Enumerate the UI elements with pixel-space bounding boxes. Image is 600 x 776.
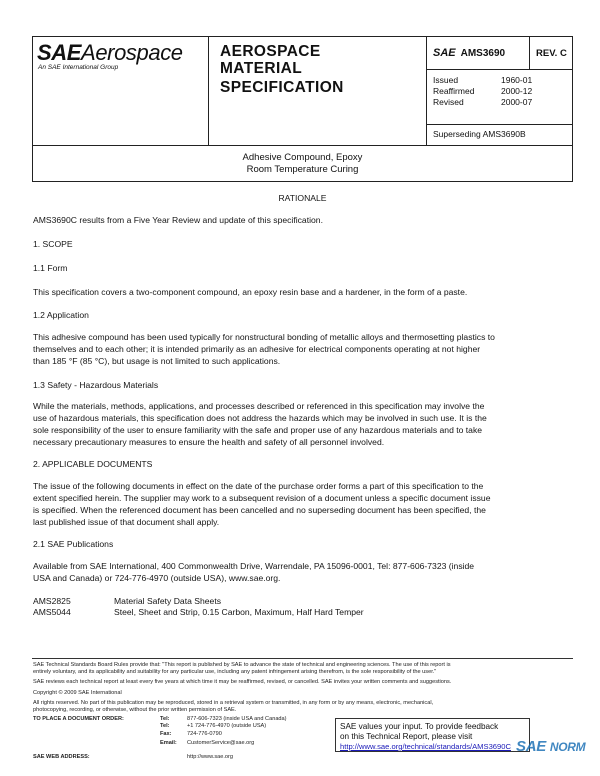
superseding-cell bbox=[427, 125, 572, 145]
contact-value: +1 724-776-4970 (outside USA) bbox=[187, 723, 267, 729]
spec-number: AMS3690 bbox=[460, 48, 506, 59]
date-label: Issued bbox=[433, 75, 459, 85]
section-1-3-line: sole responsibility of the user to ensure familiarity with the safe and proper use of any hazardous materials and to take bbox=[33, 425, 483, 435]
contact-value: 877-606-7323 (inside USA and Canada) bbox=[187, 716, 287, 722]
feedback-line-2: on this Technical Report, please visit bbox=[340, 732, 473, 741]
copyright: Copyright © 2009 SAE International bbox=[33, 690, 122, 696]
section-2-1-line: Available from SAE International, 400 Commonwealth Drive, Warrendale, PA 15096-0001, Tel: 877-606-7323 (inside bbox=[33, 561, 475, 571]
web-address-link[interactable]: http://www.sae.org bbox=[187, 754, 234, 760]
header-table bbox=[32, 36, 573, 146]
section-2-line: is specified. When the referenced document has been cancelled and no superseding document has been specified, the bbox=[33, 505, 486, 515]
rationale-text: AMS3690C results from a Five Year Review and update of this specification. bbox=[33, 215, 323, 225]
date-value: 2000-12 bbox=[501, 86, 533, 96]
logo-tagline: An SAE International Group bbox=[38, 64, 119, 71]
order-label: TO PLACE A DOCUMENT ORDER: bbox=[33, 716, 124, 722]
section-1-2-heading: 1.2 Application bbox=[33, 310, 89, 320]
section-1-2-line: than 185 °F (85 °C), but usage is not limited to such applications. bbox=[33, 356, 281, 366]
contact-label: Fax: bbox=[160, 731, 172, 737]
section-1-3-heading: 1.3 Safety - Hazardous Materials bbox=[33, 380, 159, 390]
sae-norm-watermark bbox=[516, 738, 585, 755]
section-2-line: last published issue of that document shall apply. bbox=[33, 517, 220, 527]
feedback-box bbox=[335, 718, 530, 752]
footer-line: All rights reserved. No part of this publication may be reproduced, stored in a retrieval system or transmitted, in any form or by any means, electronic, mechanical, bbox=[33, 700, 434, 706]
spec-number-cell bbox=[427, 37, 530, 70]
date-label: Reaffirmed bbox=[433, 86, 475, 96]
footer-line: SAE reviews each technical report at least every five years at which time it may be reaffirmed, revised, or cancelled. SAE invites your written comments and suggestions. bbox=[33, 679, 452, 685]
footer-line: SAE Technical Standards Board Rules provide that: "This report is published by SAE to advance the state of technical and engineering sciences. The use of this report is bbox=[33, 662, 451, 668]
subject-box bbox=[32, 146, 573, 182]
feedback-line-1: SAE values your input. To provide feedback bbox=[340, 722, 499, 731]
date-label: Revised bbox=[433, 97, 464, 107]
section-2-heading: 2. APPLICABLE DOCUMENTS bbox=[33, 459, 153, 469]
rationale-heading: RATIONALE bbox=[278, 193, 327, 203]
section-1-1-text: This specification covers a two-component compound, an epoxy resin base and a hardener, in the form of a paste. bbox=[33, 287, 468, 297]
sae-mini-logo: SAE bbox=[433, 47, 456, 59]
logo-word: Aerospace bbox=[81, 40, 183, 65]
revision-cell bbox=[530, 37, 572, 70]
feedback-link[interactable]: http://www.sae.org/technical/standards/AMS3690C bbox=[340, 742, 511, 751]
spec-cell bbox=[427, 37, 572, 145]
footer-line: photocopying, recording, or otherwise, without the prior written permission of SAE. bbox=[33, 707, 237, 713]
section-1-heading: 1. SCOPE bbox=[33, 239, 73, 249]
footer-line: entirely voluntary, and its applicability and suitability for any particular use, including any patent infringement arising therefrom, is the sole responsibility of the user." bbox=[33, 669, 437, 675]
section-2-line: extent specified herein. The supplier may work to a subsequent revision of a document unless a specific document issue bbox=[33, 493, 491, 503]
section-2-1-line: USA and Canada) or 724-776-4970 (outside USA), www.sae.org. bbox=[33, 573, 281, 583]
section-1-3-line: use of hazardous materials, this specification does not address the hazards which may be involved in such use. It is the bbox=[33, 413, 487, 423]
watermark-word: NORM bbox=[549, 740, 586, 754]
reference-title: Material Safety Data Sheets bbox=[114, 596, 221, 606]
contact-label: Email: bbox=[160, 740, 177, 746]
section-1-1-heading: 1.1 Form bbox=[33, 263, 68, 273]
dates-cell bbox=[427, 70, 572, 125]
sae-aerospace-logo bbox=[37, 42, 183, 64]
watermark-brand: SAE bbox=[516, 738, 546, 755]
superseding: Superseding AMS3690B bbox=[433, 129, 526, 139]
footer-rule bbox=[32, 658, 573, 659]
reference-code: AMS5044 bbox=[33, 607, 71, 617]
reference-code: AMS2825 bbox=[33, 596, 71, 606]
contact-label: Tel: bbox=[160, 723, 170, 729]
contact-email[interactable]: CustomerService@sae.org bbox=[187, 740, 255, 746]
date-value: 2000-07 bbox=[501, 97, 533, 107]
section-2-line: The issue of the following documents in effect on the date of the purchase order forms a part of this specification to the bbox=[33, 481, 484, 491]
title-line-1: AEROSPACE bbox=[220, 43, 321, 60]
date-value: 1960-01 bbox=[501, 75, 533, 85]
logo-brand: SAE bbox=[37, 40, 82, 65]
title-line-2: MATERIAL bbox=[220, 60, 303, 77]
contact-label: Tel: bbox=[160, 716, 170, 722]
section-1-2-line: themselves and to each other; it is intended primarily as an adhesive for electrical components operating at not higher bbox=[33, 344, 481, 354]
revision: REV. C bbox=[536, 48, 567, 59]
logo-cell bbox=[33, 37, 209, 145]
section-1-3-line: While the materials, methods, applications, and processes described or referenced in this specification may involve the bbox=[33, 401, 485, 411]
reference-title: Steel, Sheet and Strip, 0.15 Carbon, Maximum, Half Hard Temper bbox=[114, 607, 364, 617]
subject-line-2: Room Temperature Curing bbox=[246, 164, 359, 175]
title-cell bbox=[209, 37, 427, 145]
title-line-3: SPECIFICATION bbox=[220, 79, 344, 96]
subject-line-1: Adhesive Compound, Epoxy bbox=[242, 152, 363, 163]
web-label: SAE WEB ADDRESS: bbox=[33, 754, 90, 760]
section-1-3-line: necessary precautionary measures to ensure the health and safety of all personnel involved. bbox=[33, 437, 385, 447]
contact-value: 724-776-0790 bbox=[187, 731, 222, 737]
section-2-1-heading: 2.1 SAE Publications bbox=[33, 539, 114, 549]
section-1-2-line: This adhesive compound has been used typically for nonstructural bonding of metallic alloys and thermosetting plastics to bbox=[33, 332, 495, 342]
